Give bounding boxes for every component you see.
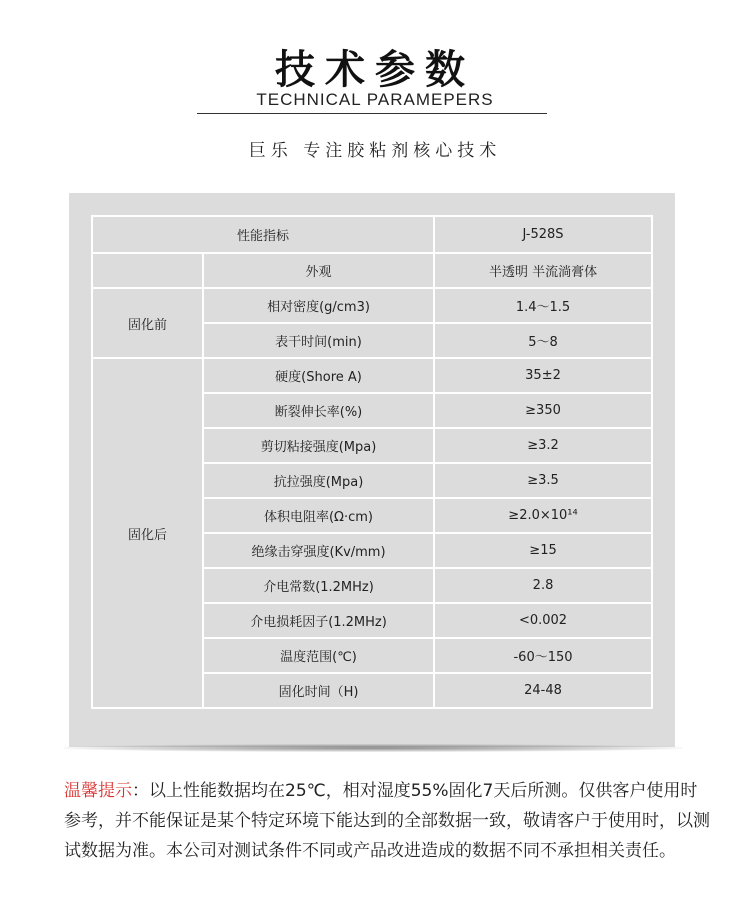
group-cell-before-cure: 固化前 bbox=[92, 288, 203, 358]
value-cell: ≥3.5 bbox=[434, 463, 652, 498]
property-cell: 表干时间(min) bbox=[203, 323, 434, 358]
header-property-cell: 性能指标 bbox=[92, 216, 434, 253]
value-cell: 35±2 bbox=[434, 358, 652, 393]
value-cell: ≥2.0×10¹⁴ bbox=[434, 498, 652, 533]
property-cell: 介电损耗因子(1.2MHz) bbox=[203, 603, 434, 638]
page-subtitle: TECHNICAL PARAMEPERS bbox=[256, 90, 494, 109]
spec-table-container bbox=[91, 215, 651, 709]
page-title: 技术参数 bbox=[275, 47, 475, 93]
value-cell: ≥350 bbox=[434, 393, 652, 428]
property-cell: 绝缘击穿强度(Kv/mm) bbox=[203, 533, 434, 568]
value-cell: <0.002 bbox=[434, 603, 652, 638]
property-cell: 硬度(Shore A) bbox=[203, 358, 434, 393]
value-cell: -60～150 bbox=[434, 638, 652, 673]
value-cell: 2.8 bbox=[434, 568, 652, 603]
table-row bbox=[92, 288, 652, 323]
group-cell-after-cure: 固化后 bbox=[92, 358, 203, 708]
property-cell: 固化时间（H) bbox=[203, 673, 434, 708]
table-row bbox=[92, 253, 652, 288]
property-cell: 抗拉强度(Mpa) bbox=[203, 463, 434, 498]
value-cell: 5～8 bbox=[434, 323, 652, 358]
table-header-row bbox=[92, 216, 652, 253]
property-cell: 体积电阻率(Ω·cm) bbox=[203, 498, 434, 533]
value-cell: ≥15 bbox=[434, 533, 652, 568]
group-cell-empty bbox=[92, 253, 203, 288]
value-cell: 24-48 bbox=[434, 673, 652, 708]
property-cell: 相对密度(g/cm3) bbox=[203, 288, 434, 323]
header-product-cell: J-528S bbox=[434, 216, 652, 253]
table-row bbox=[92, 358, 652, 393]
property-cell: 温度范围(℃) bbox=[203, 638, 434, 673]
note-label: 温馨提示 bbox=[64, 781, 132, 801]
value-cell: 半透明 半流淌膏体 bbox=[434, 253, 652, 288]
company-slogan: 巨乐 专注胶粘剂核心技术 bbox=[248, 141, 502, 161]
value-cell: ≥3.2 bbox=[434, 428, 652, 463]
property-cell: 剪切粘接强度(Mpa) bbox=[203, 428, 434, 463]
disclaimer-note bbox=[64, 776, 710, 866]
spec-table bbox=[91, 215, 653, 709]
property-cell: 外观 bbox=[203, 253, 434, 288]
property-cell: 介电常数(1.2MHz) bbox=[203, 568, 434, 603]
title-divider bbox=[197, 113, 547, 114]
value-cell: 1.4～1.5 bbox=[434, 288, 652, 323]
panel-shadow bbox=[64, 744, 682, 752]
note-text: ：以上性能数据均在25℃，相对湿度55%固化7天后所测。仅供客户使用时参考，并不能保证是某个特定环境下能达到的全部数据一致，敬请客户于使用时，以测试数据为准。本公司对测试条件不同或产品改进造成的数据不同不承担相关责任。 bbox=[64, 781, 710, 861]
property-cell: 断裂伸长率(%) bbox=[203, 393, 434, 428]
